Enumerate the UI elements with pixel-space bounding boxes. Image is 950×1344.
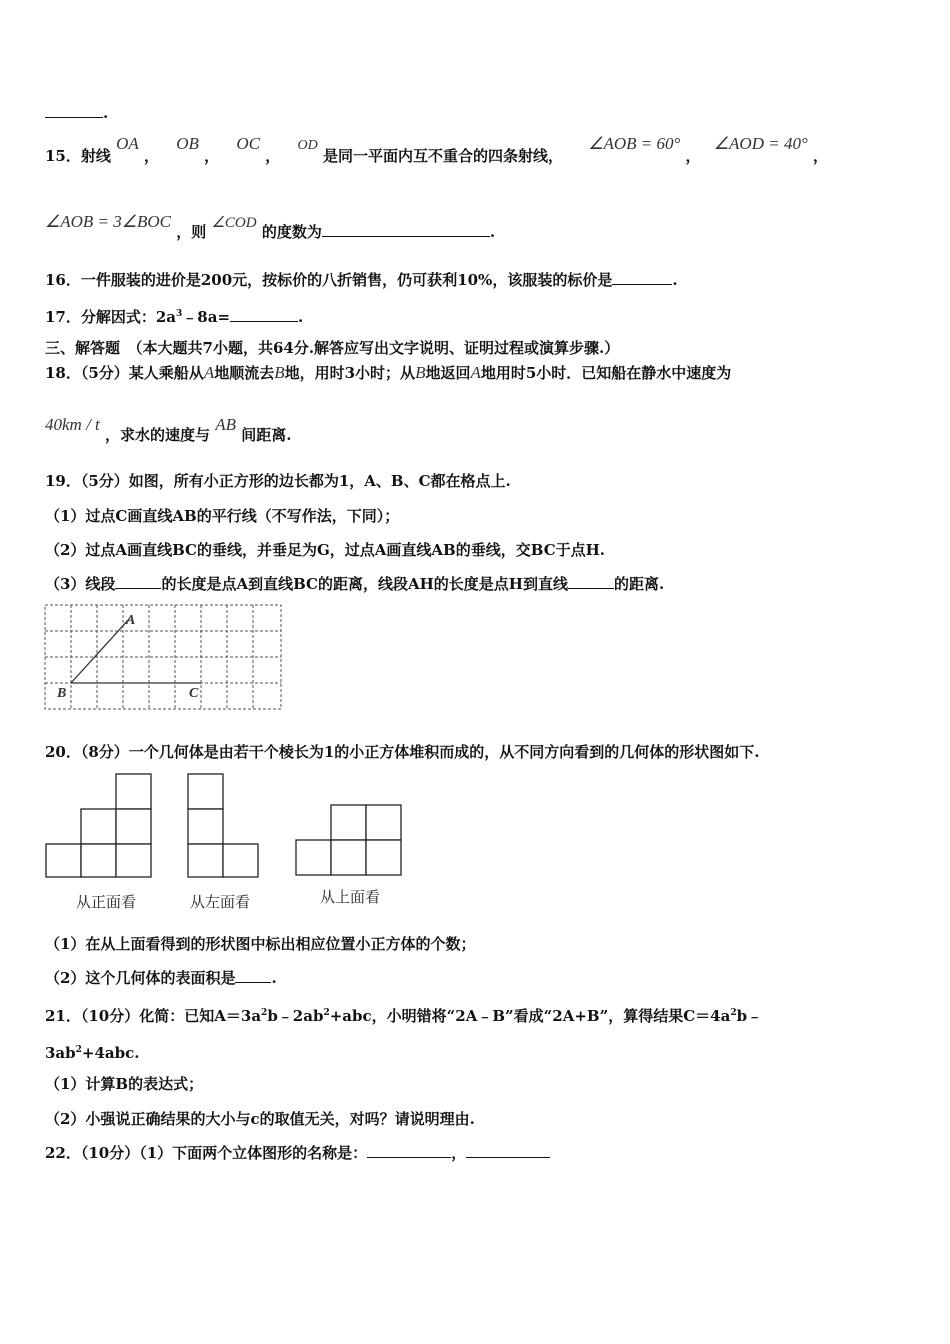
question-15-line1: 15．射线 OA ， OB ， OC ， OD 是同一平面内互不重合的四条射线， ∠AOB = 60° ， ∠AOD = 40° ， <box>45 134 828 165</box>
grid-figure <box>44 604 284 712</box>
label-a: A <box>126 613 136 628</box>
answer-blank[interactable] <box>115 574 161 589</box>
grid-lines <box>45 605 281 709</box>
front-view-caption: 从正面看 <box>76 893 137 911</box>
label-b: B <box>57 686 67 701</box>
answer-blank[interactable] <box>612 270 672 285</box>
top-view-figure <box>294 804 406 878</box>
question-21-part1: （1）计算B的表达式； <box>45 1075 204 1093</box>
question-22: 22．（10分）（1）下面两个立体图形的名称是： ， <box>45 1143 550 1163</box>
question-21-line1: 21．（10分）化简：已知$A=3a^2b﹣2ab^2+abc$，小明错将“2A﹣B”看成“2A+B”，算得结果$C=4a^2b﹣$ <box>45 1007 763 1025</box>
answer-blank[interactable] <box>235 968 271 983</box>
question-17: 17．分解因式：$2a^3﹣8a=$ . <box>45 308 304 326</box>
question-20: 20．（8分）一个几何体是由若干个棱长为1的小正方体堆积而成的，从不同方向看到的几何体的形状图如下. <box>45 743 760 761</box>
segment-ab <box>71 618 130 683</box>
question-19: 19．（5分）如图，所有小正方形的边长都为1，A、B、C都在格点上. <box>45 472 511 490</box>
top-view-caption: 从上面看 <box>320 888 381 906</box>
question-16: 16．一件服装的进价是200元，按标价的八折销售，仍可获利10%，该服装的标价是 . <box>45 271 678 289</box>
answer-blank[interactable] <box>45 103 103 118</box>
question-21-line2: $3ab^2+4abc$. <box>45 1044 140 1062</box>
question-20-part1: （1）在从上面看得到的形状图中标出相应位置小正方体的个数； <box>45 935 476 953</box>
answer-blank[interactable] <box>466 1143 550 1158</box>
answer-blank[interactable] <box>230 307 298 322</box>
answer-blank[interactable] <box>568 574 614 589</box>
left-view-caption: 从左面看 <box>190 893 251 911</box>
question-15-line2: ∠AOB = 3∠BOC ，则 ∠COD 的度数为 . <box>45 212 496 241</box>
left-view-figure <box>186 773 262 879</box>
question-20-part2: （2）这个几何体的表面积是 . <box>45 969 277 987</box>
section-3-header: 三、解答题 （本大题共7小题，共64分.解答应写出文字说明、证明过程或演算步骤.） <box>45 339 620 357</box>
front-view-figure <box>44 773 156 879</box>
question-18-line2: 40km / t ，求水的速度与 AB 间距离. <box>45 415 292 444</box>
question-19-part2: （2）过点A画直线BC的垂线，并垂足为G，过点A画直线AB的垂线，交BC于点H. <box>45 541 606 559</box>
question-19-part3: （3）线段 的长度是点A到直线BC的距离，线段AH的长度是点H到直线 的距离. <box>45 575 665 593</box>
prev-answer-line: . <box>45 103 108 123</box>
label-c: C <box>189 686 199 701</box>
question-18-line1: 18．（5分）某人乘船从A地顺流去B地，用时3小时；从B地返回A地用时5小时．已知船在静水中速度为 <box>45 363 732 382</box>
answer-blank[interactable] <box>367 1143 451 1158</box>
question-21-part2: （2）小强说正确结果的大小与c的取值无关，对吗？请说明理由. <box>45 1110 475 1128</box>
question-19-part1: （1）过点C画直线AB的平行线（不写作法，下同）； <box>45 507 400 525</box>
answer-blank[interactable] <box>322 222 490 237</box>
